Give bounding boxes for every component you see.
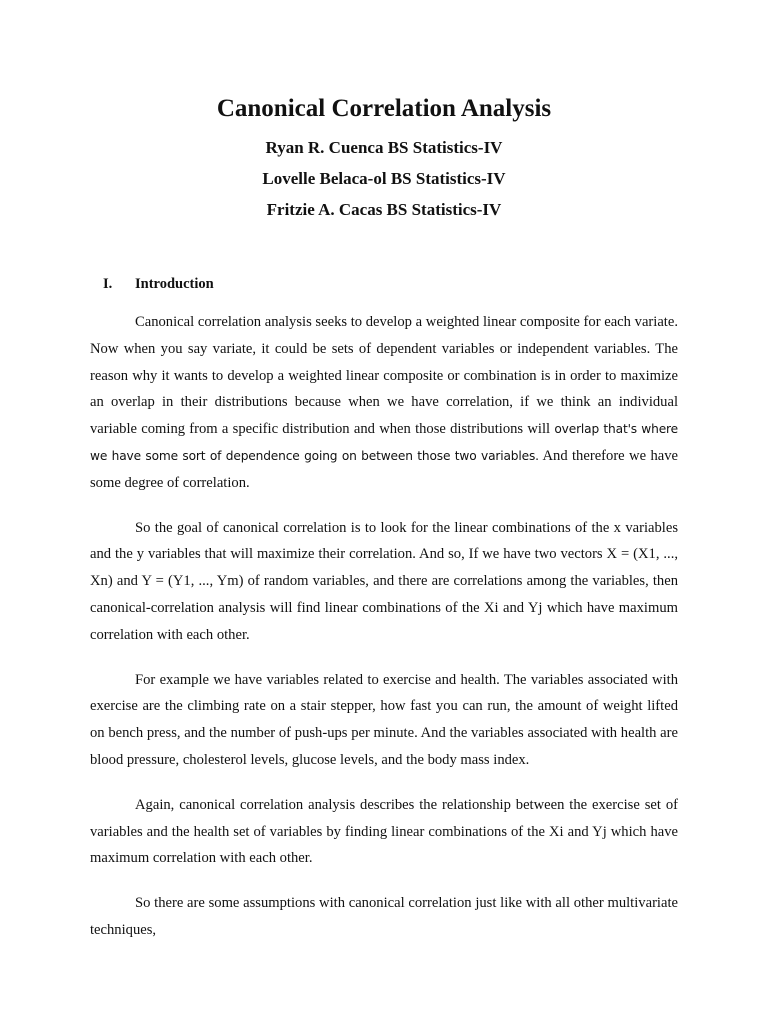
paragraph-again: Again, canonical correlation analysis describes the relationship between the exercise set of variables and the health set of variables by finding linear combinations of the Xi and Yj which have maximum correlation with each other.	[90, 796, 678, 867]
paragraph-introduction	[90, 309, 678, 497]
paragraph-goal: So the goal of canonical correlation is to look for the linear combinations of the x variables and the y variables that will maximize their correlation. And so, If we have two vectors X = (X1, ..., Xn) and Y = (Y1, ..., Ym) of random variables, and there are correlations among the variables, then canonical-correlation analysis will find linear combinations of the Xi and Yj which have maximum correlation with each other.	[90, 519, 678, 643]
paragraph-text: Canonical correlation analysis seeks to develop a weighted linear composite for each variate. Now when you say variate, it could be sets of dependent variables or independent variables. The reason why it wants to develop a weighted linear composite or combination is in order to maximize an overlap in their distributions because when we have correlation, if we think an individual variable coming from a specific distribution and when those distributions will	[90, 314, 678, 438]
paragraph-example: For example we have variables related to exercise and health. The variables associated with exercise are the climbing rate on a stair stepper, how fast you can run, the amount of weight lifted on bench press, and the number of push-ups per minute. And the variables associated with health are blood pressure, cholesterol levels, glucose levels, and the body mass index.	[90, 671, 678, 768]
paragraph-text-alt-font: overlap that's where we have some sort of dependence going on between those two variables.	[90, 422, 678, 463]
document-body	[90, 309, 678, 962]
document-title: Canonical Correlation Analysis	[216, 95, 552, 122]
section-heading	[103, 274, 214, 294]
section-number: I.	[103, 276, 113, 292]
paragraph-assumptions: So there are some assumptions with canonical correlation just like with all other multivariate techniques,	[90, 895, 678, 938]
author-line: Fritzie A. Cacas BS Statistics-IV	[266, 200, 502, 219]
author-line: Lovelle Belaca-ol BS Statistics-IV	[262, 169, 506, 188]
author-line: Ryan R. Cuenca BS Statistics-IV	[265, 138, 503, 157]
paragraph-text: And therefore we have some degree of correlation.	[90, 447, 678, 491]
section-title: Introduction	[135, 276, 214, 292]
